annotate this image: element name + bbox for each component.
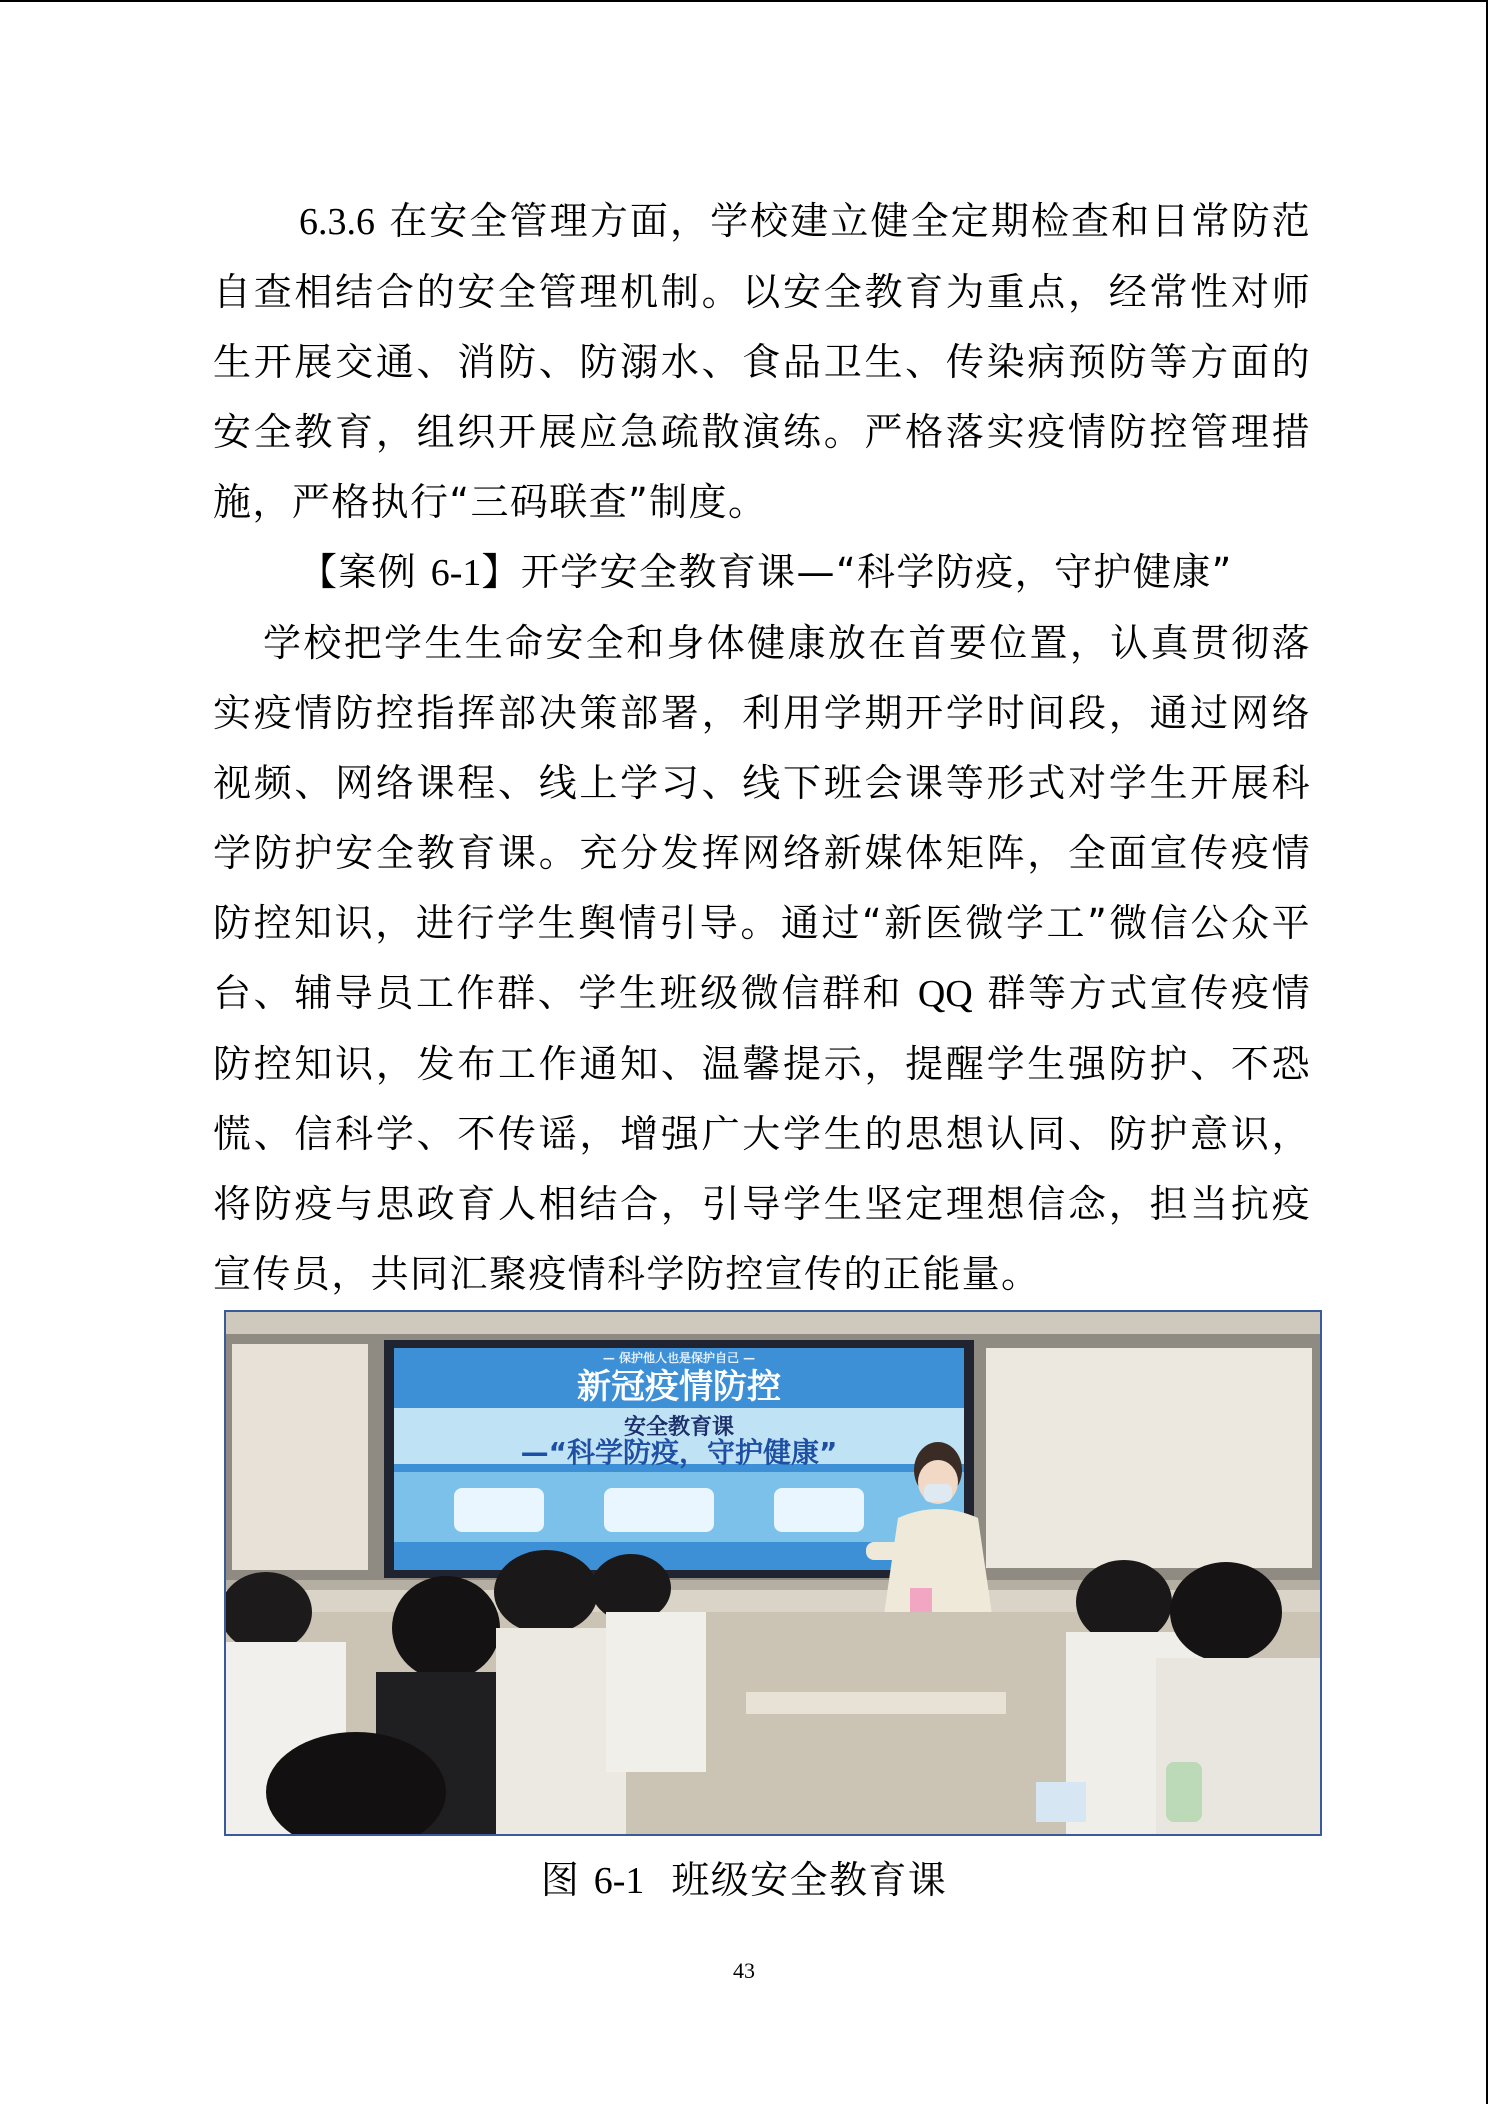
caption-number: 6-1 — [593, 1860, 645, 1902]
screen-illustration-2 — [604, 1488, 714, 1532]
screen-illustration-3 — [774, 1488, 864, 1532]
classroom-photo — [224, 1310, 1322, 1836]
section-text: 在安全管理方面，学校建立健全定期检查和日常防范自查相结合的安全管理机制。以安全教育为重点，经常性对师生开展交通、消防、防溺水、食品卫生、传染病预防等方面的安全教育，组织开展应急疏散演练。严格落实疫情防控管理措施，严格执行“三码联查”制度。 — [213, 199, 1312, 524]
section-number: 6.3.6 — [299, 201, 375, 243]
desk-middle — [746, 1692, 1006, 1714]
case-body-qq: QQ — [917, 973, 973, 1015]
teacher-arm — [866, 1542, 906, 1560]
caption-prefix: 图 — [540, 1858, 581, 1902]
case-title-text: 】开学安全教育课—“科学防疫，守护健康” — [481, 550, 1233, 594]
teacher-badge — [910, 1588, 932, 1614]
water-bottle — [1166, 1762, 1202, 1822]
case-open: 【案例 — [299, 550, 418, 594]
case-body-part2: 群等方式宣传疫情防控知识，发布工作通知、温馨提示，提醒学生强防护、不恐慌、信科学、不传谣，增强广大学生的思想认同、防护意识，将防疫与思政育人相结合，引导学生坚定理想信念，担当抗疫宣传员，共同汇聚疫情科学防控宣传的正能量。 — [213, 971, 1312, 1296]
teacher-mask — [924, 1484, 952, 1502]
student-head-6 — [1170, 1562, 1282, 1662]
screen-illustration-1 — [454, 1488, 544, 1532]
board-left-panel — [232, 1344, 368, 1570]
student-head-5 — [1076, 1560, 1172, 1644]
page-number: 43 — [733, 1958, 755, 1983]
case-number: 6-1 — [430, 552, 482, 594]
case-body-part1: 学校把学生生命安全和身体健康放在首要位置，认真贯彻落实疫情防控指挥部决策部署，利用学期开学时间段，通过网络视频、网络课程、线上学习、线下班会课等形式对学生开展科学防护安全教育课。充分发挥网络新媒体矩阵，全面宣传疫情防控知识，进行学生舆情引导。通过“新医微学工”微信公众平台、辅导员工作群、学生班级微信群和 — [213, 621, 1311, 1015]
case-body-paragraph — [213, 608, 1311, 1309]
milk-box — [1036, 1782, 1086, 1822]
board-right-panel — [986, 1348, 1312, 1568]
classroom-photo-illustration — [226, 1312, 1320, 1834]
page-border-top — [0, 0, 1488, 2]
screen-top-line: — 保护他人也是保护自己 — — [602, 1351, 756, 1365]
student-head-4 — [591, 1554, 671, 1622]
screen-sub: 安全教育课 — [623, 1415, 735, 1440]
section-paragraph — [213, 186, 1311, 537]
document-body — [213, 186, 1311, 1309]
case-title — [213, 537, 1311, 608]
figure-caption — [0, 1852, 1488, 1909]
student-head-2 — [392, 1576, 500, 1680]
screen-slogan: —“科学防疫，守护健康” — [520, 1436, 838, 1469]
student-body-4 — [606, 1612, 706, 1772]
caption-title: 班级安全教育课 — [671, 1858, 948, 1902]
student-head-3 — [494, 1550, 598, 1634]
screen-heading: 新冠疫情防控 — [577, 1367, 781, 1407]
